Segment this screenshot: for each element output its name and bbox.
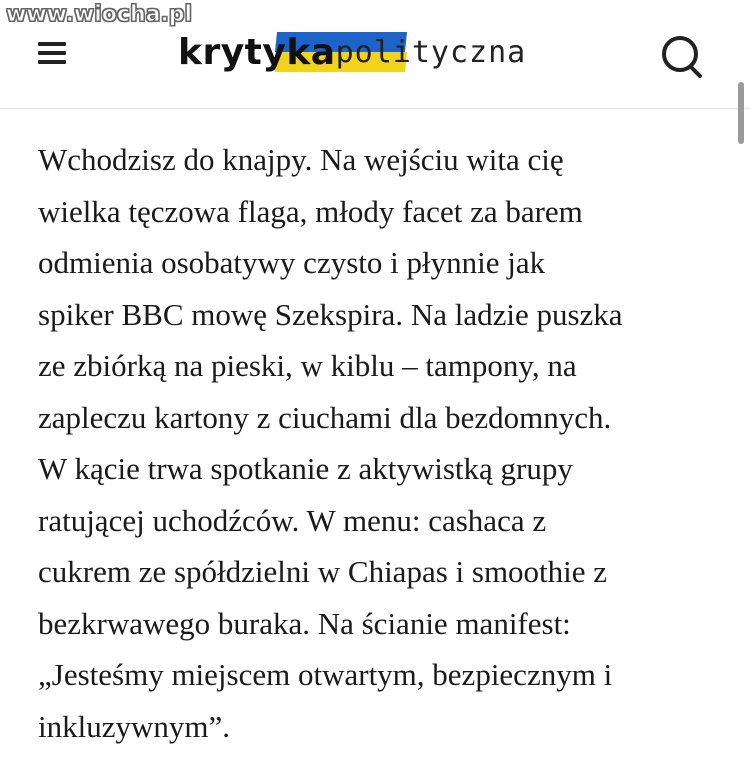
article-line: zapleczu kartony z ciuchami dla bezdomnych. [38,399,612,435]
article-line: spiker BBC mowę Szekspira. Na ladzie puszka [38,296,623,332]
article-line: odmienia osobatywy czysto i płynnie jak [38,245,546,280]
article-line: W kącie trwa spotkanie z aktywistką grupy [38,451,573,486]
watermark: www.wiocha.pl [6,2,193,27]
hamburger-menu-icon[interactable] [38,42,66,66]
article-line: „Jesteśmy miejscem otwartym, bezpiecznym i [38,657,613,692]
site-logo[interactable] [178,30,526,74]
scrollbar[interactable] [738,82,744,144]
article-line: bezkrwawego buraka. Na ścianie manifest: [38,605,571,641]
search-icon[interactable] [660,34,708,78]
logo-text-light: polityczna [335,34,527,70]
article-line: Wchodzisz do knajpy. Na wejściu wita cię [38,142,564,177]
article-line: cukrem ze spółdzielni w Chiapas i smoothie z [38,554,608,589]
article-line: wielka tęczowa flaga, młody facet za barem [38,193,583,229]
article-line: ze zbiórką na pieski, w kiblu – tampony, na [38,348,577,383]
logo-text-bold: krytyka [178,31,336,73]
article-body [38,134,728,752]
article-line: inkluzywnym”. [38,708,230,744]
article-line: ratującej uchodźców. W menu: cashaca z [38,502,547,538]
